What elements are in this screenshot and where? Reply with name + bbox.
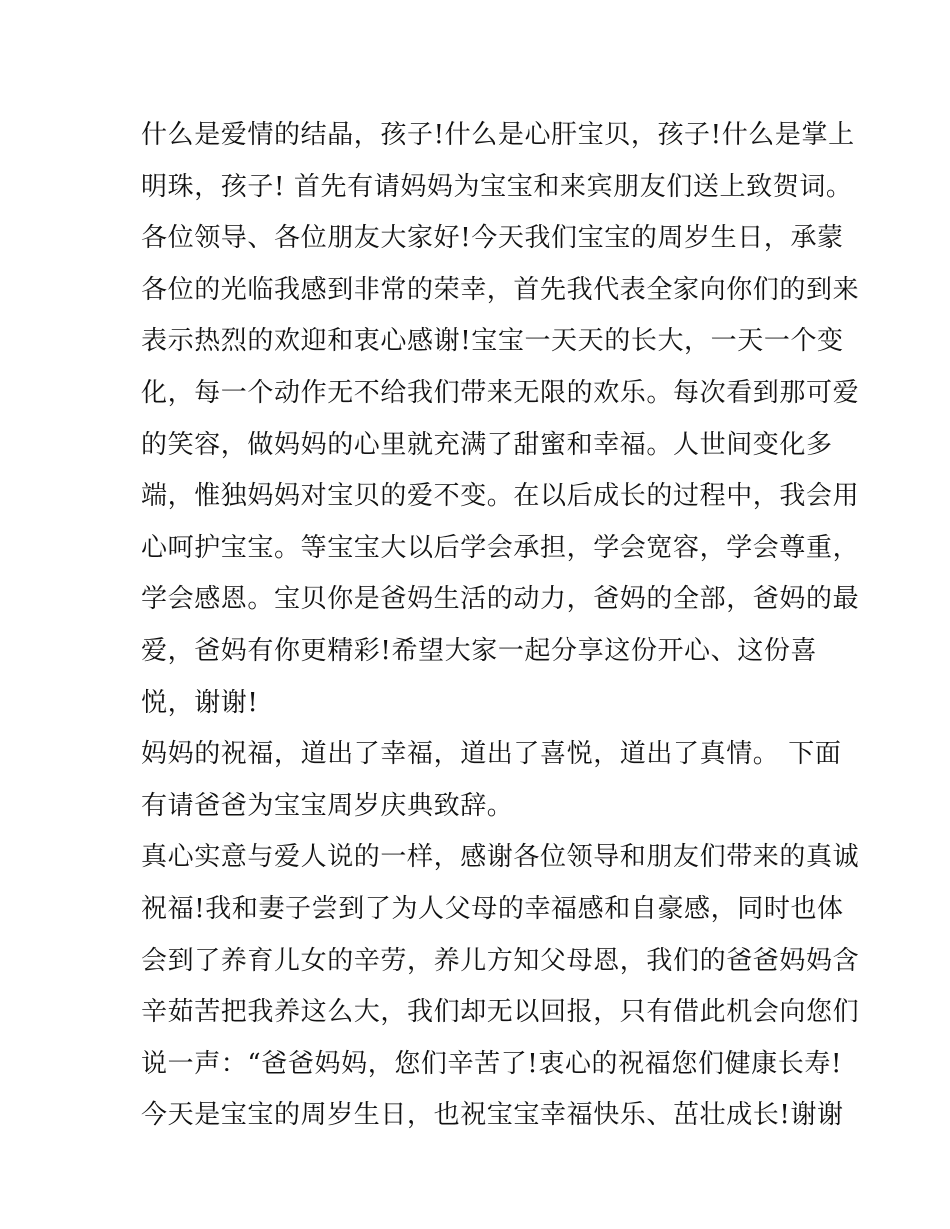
text-line: 祝福!我和妻子尝到了为人父母的幸福感和自豪感，同时也体 — [141, 893, 844, 924]
text-line: 有请爸爸为宝宝周岁庆典致辞。 — [141, 790, 514, 821]
text-line: 明珠，孩子! 首先有请妈妈为宝宝和来宾朋友们送上致贺词。 — [141, 171, 853, 202]
text-line: 心呵护宝宝。等宝宝大以后学会承担，学会宽容，学会尊重， — [141, 532, 860, 563]
document-body — [141, 110, 860, 1142]
text-line: 表示热烈的欢迎和衷心感谢!宝宝一天天的长大，一天一个变 — [141, 326, 844, 357]
text-line: 爱，爸妈有你更精彩!希望大家一起分享这份开心、这份喜 — [141, 635, 818, 666]
text-line: 会到了养育儿女的辛劳，养儿方知父母恩，我们的爸爸妈妈含 — [141, 945, 860, 976]
text-line: 各位领导、各位朋友大家好!今天我们宝宝的周岁生日，承蒙 — [141, 223, 844, 254]
text-line: 的笑容，做妈妈的心里就充满了甜蜜和幸福。人世间变化多 — [141, 429, 833, 460]
text-line: 妈妈的祝福，道出了幸福，道出了喜悦，道出了真情。 下面 — [141, 739, 842, 770]
text-line: 化，每一个动作无不给我们带来无限的欢乐。每次看到那可爱 — [141, 377, 860, 408]
text-line: 说一声：“爸爸妈妈，您们辛苦了!衷心的祝福您们健康长寿! — [141, 1048, 842, 1079]
text-line: 端，惟独妈妈对宝贝的爱不变。在以后成长的过程中，我会用 — [141, 481, 860, 512]
text-line: 悦，谢谢! — [141, 687, 259, 718]
text-line: 学会感恩。宝贝你是爸妈生活的动力，爸妈的全部，爸妈的最 — [141, 584, 860, 615]
text-line: 什么是爱情的结晶，孩子!什么是心肝宝贝，孩子!什么是掌上 — [141, 120, 855, 150]
text-line: 各位的光临我感到非常的荣幸，首先我代表全家向你们的到来 — [141, 274, 860, 305]
text-line: 今天是宝宝的周岁生日，也祝宝宝幸福快乐、茁壮成长!谢谢 — [141, 1100, 844, 1131]
text-line: 辛茹苦把我养这么大，我们却无以回报，只有借此机会向您们 — [141, 997, 860, 1028]
text-line: 真心实意与爱人说的一样，感谢各位领导和朋友们带来的真诚 — [141, 842, 860, 873]
